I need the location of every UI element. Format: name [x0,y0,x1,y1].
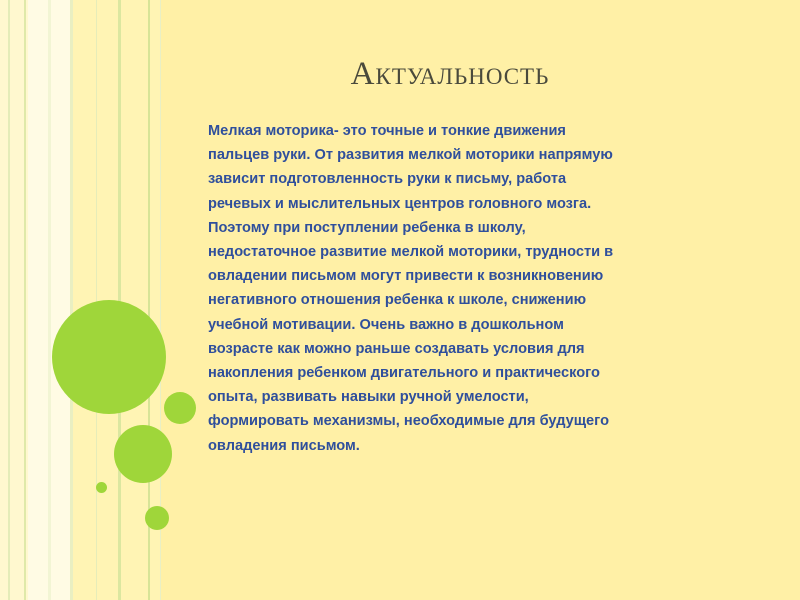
decorative-line [70,0,73,600]
decorative-circle-tiny [96,482,107,493]
decorative-line [24,0,26,600]
decorative-circle-medium [114,425,172,483]
decorative-circle-small [145,506,169,530]
decorative-line [48,0,51,600]
decorative-circle-small [164,392,196,424]
slide-title: Актуальность [350,56,550,92]
decorative-line [96,0,97,600]
decorative-circle-large [52,300,166,414]
decorative-line [8,0,10,600]
slide-body-text: Мелкая моторика- это точные и тонкие движения пальцев руки. От развития мелкой моторики напрямую зависит подготовленность руки к письму, работа речевых и мыслительных центров головного мозга. Поэтому при поступлении ребенка в школу, недостаточное развитие мелкой моторики, трудности в овладении письмом могут привести к возникновению негативного отношения ребенка к школе, снижению учебной мотивации. Очень важно в дошкольном возрасте как можно раньше создавать условия для накопления ребенком двигательного и практического опыта, развивать навыки ручной умелости, формировать механизмы, необходимые для будущего овладения письмом. [208,123,614,454]
